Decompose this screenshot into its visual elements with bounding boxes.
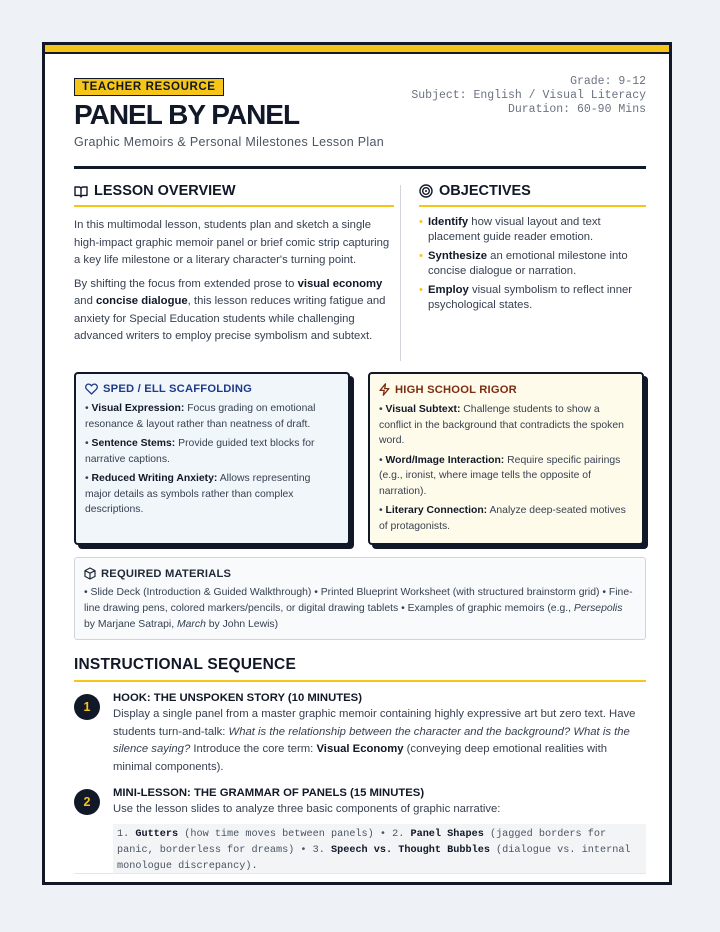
concise-dialogue-term: concise dialogue <box>96 295 188 307</box>
core-term: Visual Economy <box>316 743 404 755</box>
materials-heading-text: REQUIRED MATERIALS <box>101 567 232 580</box>
rigor-item-label: Visual Subtext: <box>385 404 461 415</box>
rigor-item-label: Literary Connection: <box>385 505 488 516</box>
step-description <box>113 706 646 776</box>
teacher-resource-badge: TEACHER RESOURCE <box>74 78 224 96</box>
overview-text: By shifting the focus from extended prose to <box>74 277 298 290</box>
objectives <box>419 183 646 328</box>
high-school-rigor-card <box>368 372 644 545</box>
lesson-meta <box>411 75 646 117</box>
objective-text: how visual layout and text placement guide reader emotion. <box>428 216 601 243</box>
objective-item <box>419 215 646 244</box>
code-text: 1. <box>117 828 136 840</box>
sped-item-text: Provide guided text blocks for narrative captions. <box>85 438 315 465</box>
sped-item: • Visual Expression: Focus grading on emotional resonance & layout rather than neatness of draft. <box>85 403 316 430</box>
sped-heading <box>85 383 339 395</box>
objective-item <box>419 283 646 312</box>
rigor-item-label: Word/Image Interaction: <box>385 454 505 466</box>
column-divider <box>400 185 401 361</box>
code-text: (how time moves between panels) • 2. <box>178 828 411 840</box>
code-text: (dialogue vs. internal monologue discrepancy). <box>117 844 631 872</box>
sequence-step-2 <box>74 786 646 878</box>
lightning-icon <box>379 383 390 396</box>
overview-paragraph-1: In this multimodal lesson, students plan and sketch a single high-impact graphic memoir panel or brief comic strip capturing a key life milestone or a literary character's turning point. <box>74 219 390 266</box>
sped-item: • Reduced Writing Anxiety: Allows representing major details as symbols rather than complex descriptions. <box>85 473 311 515</box>
overview-heading-text: LESSON OVERVIEW <box>94 183 236 199</box>
materials-text: by John Lewis) <box>205 619 279 630</box>
sped-ell-card <box>74 372 350 545</box>
objective-text: visual symbolism to reflect inner psychological states. <box>428 284 633 311</box>
objective-verb: Synthesize <box>428 250 488 262</box>
heart-icon <box>85 383 98 395</box>
rigor-item: • Literary Connection: Analyze deep-seated motives of protagonists. <box>379 505 626 532</box>
book-open-icon <box>74 185 88 198</box>
sped-item: • Sentence Stems: Provide guided text blocks for narrative captions. <box>85 438 315 465</box>
target-icon <box>419 184 433 198</box>
objective-verb: Employ <box>428 284 469 296</box>
sped-item-label: Reduced Writing Anxiety: <box>91 473 218 484</box>
rigor-item-text: Analyze deep-seated motives of protagonists. <box>379 505 626 532</box>
differentiation-cards <box>74 372 646 557</box>
step-text: (conveying deep emotional realities with minimal components). <box>113 743 607 773</box>
overview-paragraph-2 <box>74 276 394 346</box>
panel-components-box <box>113 824 646 878</box>
overview-heading <box>74 183 394 207</box>
objective-text: an emotional milestone into concise dialogue or narration. <box>428 250 628 277</box>
sequence-step-1 <box>74 691 646 776</box>
component-bubbles: Speech vs. Thought Bubbles <box>330 844 490 856</box>
step-text: Introduce the core term: <box>190 743 317 755</box>
rigor-heading <box>379 383 633 396</box>
step-number-badge: 1 <box>74 694 100 720</box>
overview-text: , this lesson reduces writing fatigue and anxiety for Special Education students while challenging advanced writers to employ precise symbolism and subtext. <box>74 295 386 342</box>
accent-top-bar <box>45 45 669 54</box>
step-text: Display a single panel from a master graphic memoir containing highly expressive art but zero text. Have students turn-and-talk: <box>113 708 636 738</box>
materials-list <box>84 585 636 633</box>
step-title: MINI-LESSON: THE GRAMMAR OF PANELS (15 MINUTES) <box>113 787 425 799</box>
rigor-item: • Word/Image Interaction: Require specific pairings (e.g., ironist, where image tells the opposite of narration). <box>379 454 621 497</box>
materials-text: by Marjane Satrapi, <box>84 619 177 630</box>
step-title: HOOK: THE UNSPOKEN STORY (10 MINUTES) <box>113 692 362 704</box>
lesson-page <box>42 42 672 885</box>
rigor-heading-text: HIGH SCHOOL RIGOR <box>395 383 517 396</box>
overview-text: and <box>74 295 96 307</box>
page-content <box>74 75 646 878</box>
objectives-list <box>419 215 646 312</box>
rigor-item-text: Require specific pairings (e.g., ironist, where image tells the opposite of narration). <box>379 454 621 497</box>
objectives-heading-text: OBJECTIVES <box>439 183 531 199</box>
materials-heading <box>84 567 636 580</box>
step-number-badge: 2 <box>74 789 100 815</box>
step-question: What is the relationship between the character and the background? What is the silence saying? <box>113 725 630 755</box>
objective-item <box>419 249 646 278</box>
sped-item-label: Sentence Stems: <box>91 438 176 449</box>
visual-economy-term: visual economy <box>297 277 383 290</box>
box-icon <box>84 567 96 580</box>
subject-text: Subject: English / Visual Literacy <box>411 89 646 102</box>
grade-text: Grade: 9-12 <box>570 75 646 88</box>
component-gutters: Gutters <box>135 828 179 840</box>
sped-item-text: Focus grading on emotional resonance & layout rather than neatness of draft. <box>85 403 316 430</box>
book-title-persepolis: Persepolis <box>573 603 623 614</box>
page-subtitle: Graphic Memoirs & Personal Milestones Lesson Plan <box>74 135 384 149</box>
book-title-march: March <box>176 619 206 630</box>
overview-objectives-section <box>74 169 646 372</box>
sped-item-text: Allows representing major details as symbols rather than complex descriptions. <box>85 473 311 515</box>
sped-item-label: Visual Expression: <box>91 403 185 414</box>
code-text: (jagged borders for panic, borderless for dreams) • 3. <box>117 828 607 856</box>
sequence-heading: INSTRUCTIONAL SEQUENCE <box>74 656 646 682</box>
step-description: Use the lesson slides to analyze three basic components of graphic narrative: <box>113 803 501 815</box>
sped-heading-text: SPED / ELL SCAFFOLDING <box>103 383 253 395</box>
page-title: PANEL BY PANEL <box>74 99 300 130</box>
objectives-heading <box>419 183 646 207</box>
rigor-item: • Visual Subtext: Challenge students to show a conflict in the background that contradicts the spoken word. <box>379 404 624 446</box>
objective-verb: Identify <box>428 216 469 228</box>
lesson-overview <box>74 183 394 346</box>
rigor-item-text: Challenge students to show a conflict in the background that contradicts the spoken word. <box>379 404 624 446</box>
component-panel-shapes: Panel Shapes <box>410 828 484 840</box>
duration-text: Duration: 60-90 Mins <box>507 103 646 116</box>
materials-text: • Slide Deck (Introduction & Guided Walkthrough) • Printed Blueprint Worksheet (with structured brainstorm grid) • Fine-line drawing pens, colored markers/pencils, or digital drawing tablets • Examples of graphic memoirs (e.g., <box>84 587 633 614</box>
page-header <box>74 75 646 169</box>
page-footer-edge <box>74 873 646 882</box>
required-materials <box>74 557 646 640</box>
